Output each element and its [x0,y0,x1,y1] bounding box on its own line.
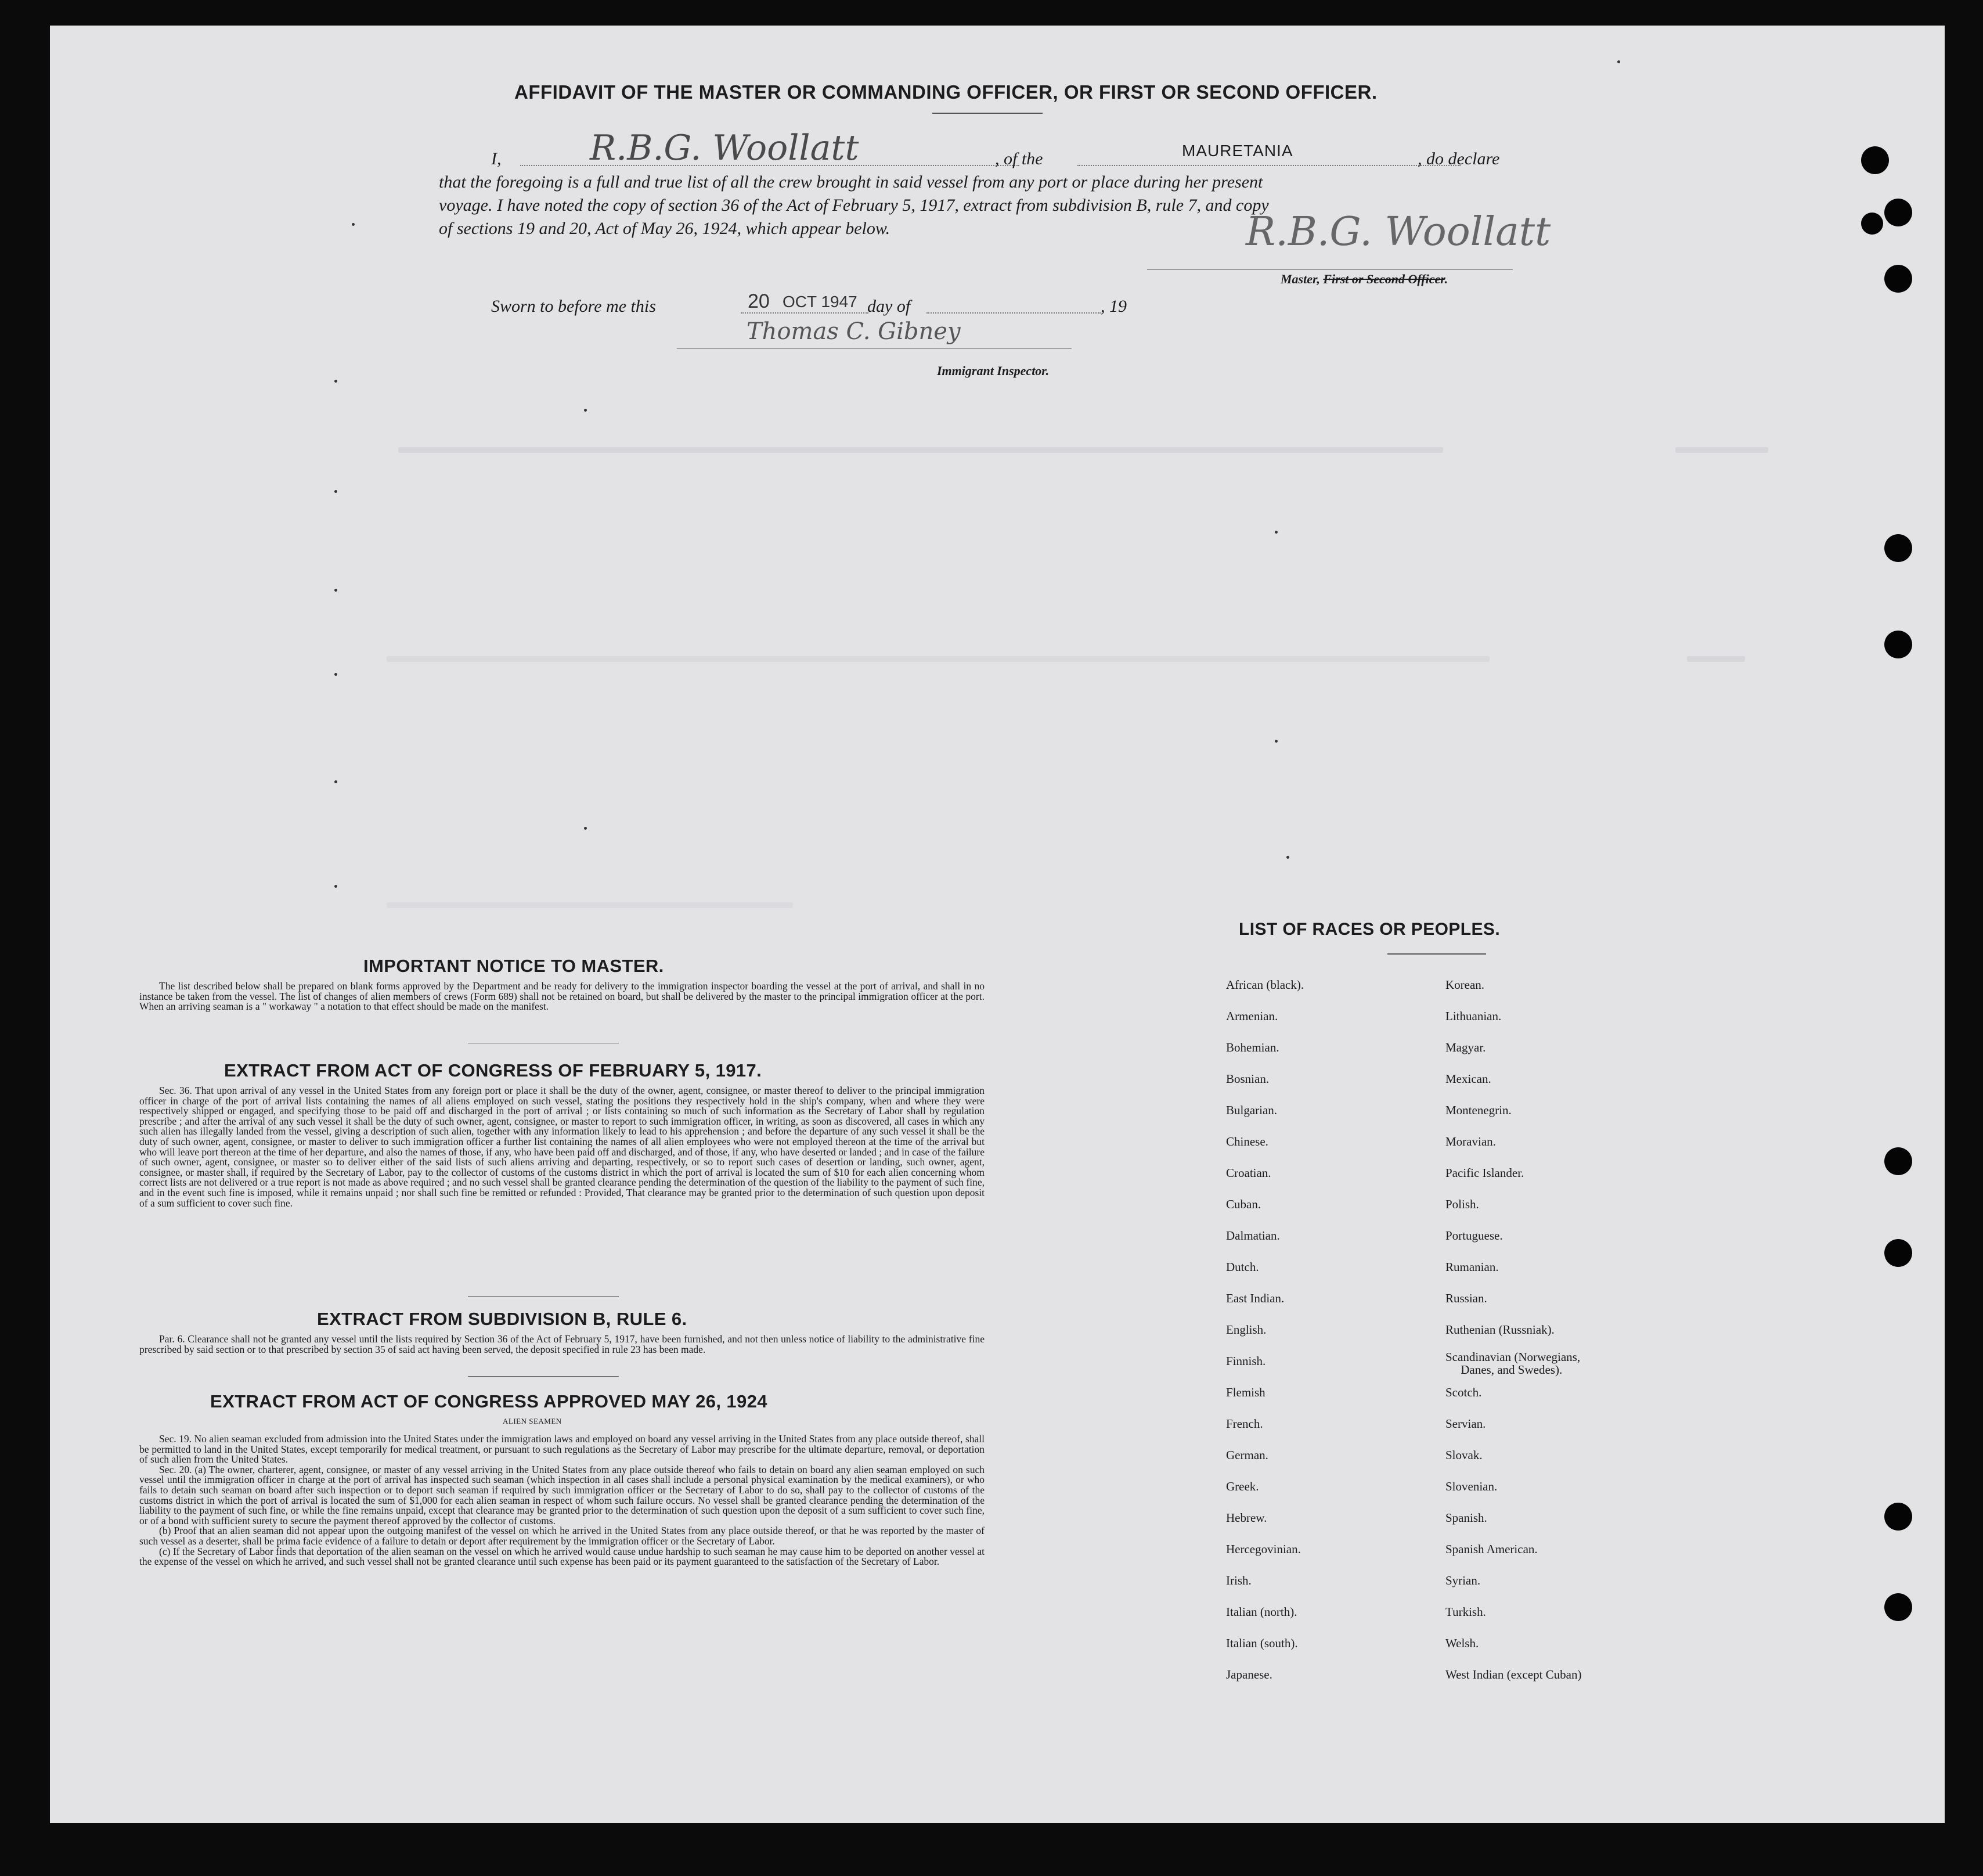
race-item: Scotch. [1445,1385,1482,1399]
of-the-label: , of the [995,149,1043,168]
master-signature-right: R.B.G. Woollatt [1246,209,1551,255]
vessel-name: MAURETANIA [1182,142,1293,160]
race-item: Scandinavian (Norwegians, Danes, and Swedes). [1445,1350,1581,1377]
speck [1617,60,1620,63]
races-divider [1387,953,1486,955]
race-item: Pacific Islander. [1445,1166,1524,1180]
section-divider [468,1376,619,1377]
heading-divider [932,113,1043,114]
race-item: Spanish. [1445,1511,1487,1525]
race-item: Armenian. [1226,1009,1278,1023]
race-item: Slovak. [1445,1448,1483,1462]
inspector-signature: Thomas C. Gibney [747,318,961,345]
do-declare-label: , do declare [1418,149,1500,168]
bleed-through-line [1675,447,1768,453]
race-item: Portuguese. [1445,1229,1503,1243]
bleed-through-line [398,447,1443,453]
race-item: Bohemian. [1226,1040,1279,1054]
race-item: Spanish American. [1445,1542,1538,1556]
race-item: East Indian. [1226,1291,1285,1305]
race-item: Servian. [1445,1417,1486,1431]
sec-20c-text: (c) If the Secretary of Labor finds that deportation of the alien seaman on the vessel on which he arrived would cause undue hardship to such seaman he may cause him to be deported on another vessel at the expense of the vessel on which he arrived, and such vessel shall not be granted clearance until such expense has been paid or its payment guaranteed to the satisfaction of the Secretary of Labor. [139,1545,985,1568]
notice-heading: IMPORTANT NOTICE TO MASTER. [363,956,664,976]
race-item: French. [1226,1417,1263,1431]
speck [334,380,337,383]
month-line [926,312,1101,314]
race-item: Mexican. [1445,1072,1491,1086]
subdivision-b-heading: EXTRACT FROM SUBDIVISION B, RULE 6. [317,1309,687,1329]
speck [584,827,587,830]
race-item: Lithuanian. [1445,1009,1502,1023]
subdivision-b-text: Par. 6. Clearance shall not be granted any vessel until the lists required by Section 36 of the Act of February 5, 1917, have been furnished, and not then unless notice of liability to the administrative fine prescribed by said section or to that prescribed by section 35 of said act having been served, the deposit specified in rule 23 has been made. [139,1333,985,1355]
binder-hole [1884,631,1912,658]
race-item: Flemish [1226,1385,1265,1399]
race-item: African (black). [1226,978,1304,992]
race-item: Bosnian. [1226,1072,1270,1086]
race-item: Ruthenian (Russniak). [1445,1323,1555,1337]
struck-officer-label: First or Second Officer [1323,272,1445,286]
race-item: Russian. [1445,1291,1487,1305]
binder-hole [1861,146,1889,174]
race-item: Dalmatian. [1226,1229,1280,1243]
sec-20a-text: Sec. 20. (a) The owner, charterer, agent, consignee, or master of any vessel arriving in the United States from any place outside thereof who fails to detain on board any alien seaman employed on such vessel until the immigration officer in charge at the port of arrival has inspected such seaman (which inspection in all cases shall include a personal physical examination by the medical examiners), or who fails to detain such seaman on board after such inspection or to deport such seaman if required by such immigration officer or the Secretary of Labor to do so, shall pay to the collector of customs of the customs district in which the port of arrival is located the sum of $1,000 for each alien seaman in respect of whom such failure occurs. No vessel shall be granted clearance pending the determination of the liability to the payment of such fine, or while the fine remains unpaid, except that clearance may be granted prior to the determination of such question upon the deposit of a sum sufficient to cover such fine, or of a bond with sufficient surety to secure the payment thereof approved by the collector of customs. [139,1463,985,1526]
sec-19-text: Sec. 19. No alien seaman excluded from admission into the United States under the immigration laws and employed on board any vessel arriving in the United States from any place outside thereof, shall be permitted to land in the United States, except temporarily for medical treatment, or pursuant to such regulations as the Secretary of Labor may prescribe for the ultimate departure, removal, or deportation of such alien from the United States. [139,1433,985,1465]
master-label: Master, [1281,272,1320,286]
race-item: Chinese. [1226,1135,1268,1148]
race-item: Japanese. [1226,1668,1272,1681]
race-item: Bulgarian. [1226,1103,1278,1117]
master-label-end: . [1444,272,1448,286]
race-item: Irish. [1226,1573,1252,1587]
binder-hole [1884,1239,1912,1267]
speck [334,490,337,493]
inspector-line [677,348,1072,349]
race-item: Turkish. [1445,1605,1486,1619]
affidavit-heading: AFFIDAVIT OF THE MASTER OR COMMANDING OFFICER, OR FIRST OR SECOND OFFICER. [514,81,1378,103]
race-item: Welsh. [1445,1636,1479,1650]
extract-1917-heading: EXTRACT FROM ACT OF CONGRESS OF FEBRUARY 5, 1917. [224,1060,762,1081]
race-item: Hercegovinian. [1226,1542,1301,1556]
master-signature: R.B.G. Woollatt [590,128,859,168]
speck [334,673,337,676]
stamp-day: 20 [748,290,770,312]
sworn-label: Sworn to before me this [491,297,656,316]
speck [1275,531,1278,534]
vessel-line [1077,165,1461,166]
sec-20b-text: (b) Proof that an alien seaman did not appear upon the outgoing manifest of the vessel on which he arrived in the United States from any place outside thereof, or that he was reported by the master of such vessel as a deserter, shall be prima facie evidence of a failure to detain or deport after requirement by the immigration officer or the Secretary of Labor. [139,1525,985,1547]
affidavit-line-4: of sections 19 and 20, Act of May 26, 1924, which appear below. [439,219,890,238]
race-item: Cuban. [1226,1197,1261,1211]
affidavit-line-3: voyage. I have noted the copy of section 36 of the Act of February 5, 1917, extract from subdivision B, rule 7, and copy [439,196,1269,215]
binder-hole [1884,199,1912,226]
race-item: Slovenian. [1445,1479,1498,1493]
speck [352,223,355,226]
race-item: Finnish. [1226,1354,1266,1368]
race-item: Dutch. [1226,1260,1259,1274]
race-item: Croatian. [1226,1166,1271,1180]
bleed-through-line [387,656,1490,662]
binder-hole [1861,213,1883,235]
day-of-label: day of [867,297,911,316]
race-item: Italian (south). [1226,1636,1298,1650]
race-item: Hebrew. [1226,1511,1267,1525]
speck [1275,740,1278,743]
notice-text: The list described below shall be prepared on blank forms approved by the Department and be ready for delivery to the immigration inspector boarding the vessel at the port of arrival, and shall in no instance be taken from the vessel. The list of changes of alien members of crews (Form 689) shall not be retained on board, but shall be delivered by the master to the principal immigration officer at the port. When an arriving seaman is a " workaway " a notation to that effect should be made on the manifest. [139,980,985,1013]
document-page [50,26,1945,1823]
extract-1924-subheading: ALIEN SEAMEN [503,1417,562,1425]
speck [334,780,337,783]
race-item: Syrian. [1445,1573,1481,1587]
race-item: Greek. [1226,1479,1259,1493]
speck [334,885,337,888]
speck [334,589,337,592]
speck [1286,856,1289,859]
binder-hole [1884,1147,1912,1175]
affidavit-line-2: that the foregoing is a full and true list of all the crew brought in said vessel from any port or place during her present [439,172,1263,192]
extract-1924-heading: EXTRACT FROM ACT OF CONGRESS APPROVED MAY 26, 1924 [210,1391,767,1411]
binder-hole [1884,1503,1912,1531]
speck [584,409,587,412]
races-heading: LIST OF RACES OR PEOPLES. [1239,920,1501,939]
race-item: Polish. [1445,1197,1479,1211]
race-item: Montenegrin. [1445,1103,1512,1117]
affidavit-i: I, [491,149,502,168]
binder-hole [1884,265,1912,293]
race-item: Italian (north). [1226,1605,1297,1619]
signature-line [1147,269,1513,270]
extract-1924-body [139,1434,985,1567]
race-item: West Indian (except Cuban) [1445,1668,1582,1681]
section-divider [468,1296,619,1297]
year-label: , 19 [1101,297,1127,316]
race-item: Korean. [1445,978,1485,992]
bleed-through-line [1687,656,1745,662]
race-item: Moravian. [1445,1135,1496,1148]
master-title [1281,272,1448,287]
stamp-month-year: OCT 1947 [783,293,857,311]
binder-hole [1884,534,1912,562]
bleed-through-line [387,902,793,908]
race-item: Rumanian. [1445,1260,1499,1274]
inspector-label: Immigrant Inspector. [937,363,1050,378]
race-item: English. [1226,1323,1267,1337]
binder-hole [1884,1593,1912,1621]
race-item: Magyar. [1445,1040,1486,1054]
extract-1917-text: Sec. 36. That upon arrival of any vessel in the United States from any foreign port or place it shall be the duty of the owner, agent, consignee, or master thereof to deliver to the principal immigration officer in charge of the port of arrival lists containing the names of all aliens employed on such vessel, stating the positions they respectively hold in the ship's company, when and where they were respectively shipped or engaged, and specifying those to be paid off and discharged in the port of arrival ; or lists containing so much of such information as the Secretary of Labor shall by regulation prescribe ; and after the arrival of any such vessel it shall be the duty of such owner, agent, consignee, or master to report to such immigration officer, in writing, as soon as discovered, all cases in which any such alien has illegally landed from the vessel, giving a description of such alien, together with any information likely to lead to his apprehension ; and before the departure of any such vessel it shall be the duty of such owner, agent, consignee, or master to deliver to such immigration officer a further list containing the names of all alien employees who were not employed thereon at the time of the arrival but who will leave port thereon at the time of her departure, and also the names of those, if any, who have been paid off and discharged, and of those, if any, who have deserted or landed ; and in case of the failure of such owner, agent, consignee, or master so to deliver either of the said lists of such aliens arriving and departing, respectively, or so to report such cases of desertion or landing, such owner, agent, consignee, or master shall, if required by the Secretary of Labor, pay to the collector of customs of the customs district in which the port of arrival is located the sum of $10 for each alien concerning whom correct lists are not delivered or a true report is not made as above required ; and no such vessel shall be granted clearance pending the determination of the question of the liability to the payment of such fine, and in the event such fine is imposed, while it remains unpaid ; nor shall such fine be remitted or refunded : Provided, That clearance may be granted prior to the determination of such question upon deposit of a sum sufficient to cover such fine. [139,1085,985,1209]
race-item: German. [1226,1448,1268,1462]
